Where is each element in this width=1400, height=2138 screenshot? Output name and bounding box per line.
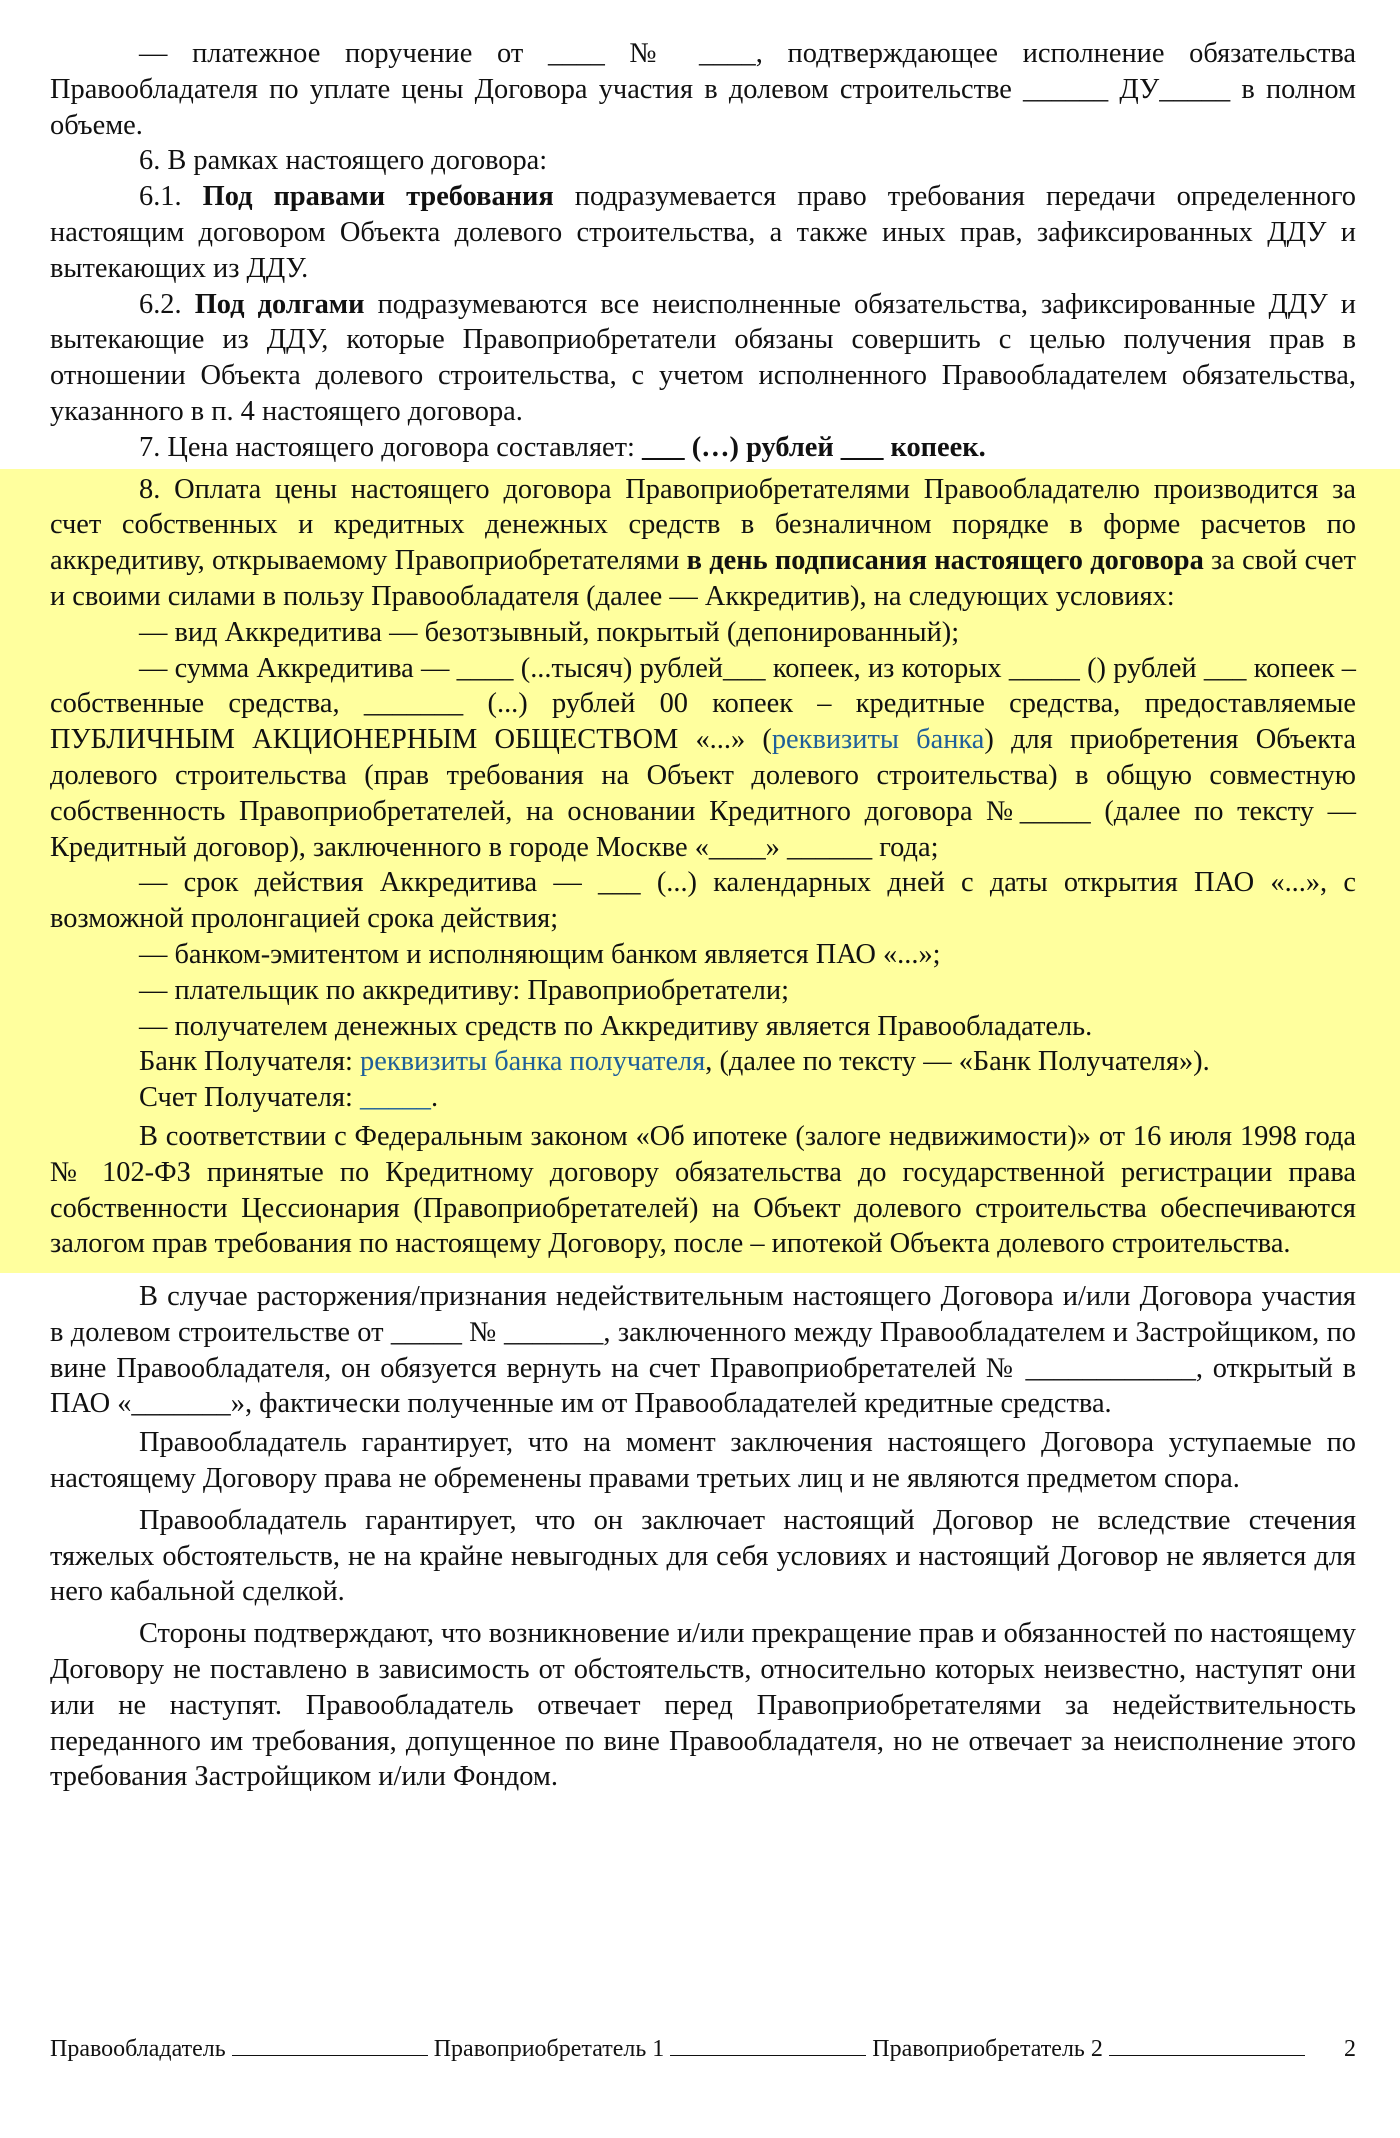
term-debts: Под долгами xyxy=(194,288,365,320)
paragraph-6: 6. В рамках настоящего договора: xyxy=(139,145,548,177)
signature-line-rightholder xyxy=(232,2054,428,2056)
recipient-bank-details-link[interactable]: реквизиты банка получателя xyxy=(360,1046,706,1078)
signature-footer xyxy=(50,2036,1356,2063)
paragraph-guarantee-encumbrance: Правообладатель гарантирует, что на момент заключения настоящего Договора уступаемые по настоящему Договору права не обременены правами третьих лиц и не являются предметом спора. xyxy=(50,1427,1356,1495)
paragraph-6-2: 6.2. Под долгами подразумеваются все неисполненные обязательства, зафиксированные ДДУ и вытекающие из ДДУ, которые Правоприобретатели обязаны совершить с целью получения прав в отношении Объекта долевого строительства, с учетом исполненного Правообладателем обязательства, указанного в п. 4 настоящего договора. xyxy=(50,288,1356,427)
condition-recipient: — получателем денежных средств по Аккредитиву является Правообладатель. xyxy=(139,1010,1093,1042)
paragraph-6-1: 6.1. Под правами требования подразумевается право требования передачи определенного настоящим договором Объекта долевого строительства, а также иных прав, зафиксированных ДДУ и вытекающих из ДДУ. xyxy=(50,181,1356,284)
recipient-account-link[interactable]: _____ xyxy=(360,1082,431,1114)
paragraph-7-price: 7. Цена настоящего договора составляет: ___ (…) рублей ___ копеек. xyxy=(139,431,986,463)
term-rights: Под правами требования xyxy=(202,181,554,213)
paragraph-parties-confirm: Стороны подтверждают, что возникновение и/или прекращение прав и обязанностей по настоящему Договору не поставлено в зависимость от обстоятельств, относительно которых неизвестно, наступят они или не наступят. Правообладатель отвечает перед Правоприобретателями за недействительность переданного им требования, допущенное по вине Правообладателя, но не отвечает за неисполнение этого требования Застройщиком и/или Фондом. xyxy=(50,1618,1356,1793)
signature-line-acquirer-1 xyxy=(670,2054,866,2056)
signature-label-rightholder: Правообладатель xyxy=(50,2036,226,2062)
price-value: ___ (…) рублей ___ копеек. xyxy=(642,431,986,463)
paragraph-mortgage-law: В соответствии с Федеральным законом «Об ипотеке (залоге недвижимости)» от 16 июля 1998 года № 102-ФЗ принятые по Кредитному договору обязательства до государственной регистрации права собственности Цессионария (Правоприобретателей) на Объект долевого строительства обеспечиваются залогом прав требования по настоящему Договору, после – ипотекой Объекта долевого строительства. xyxy=(50,1120,1356,1260)
signature-line-acquirer-2 xyxy=(1109,2054,1305,2056)
paragraph-guarantee-voluntary: Правообладатель гарантирует, что он заключает настоящий Договор не вследствие стечения тяжелых обстоятельств, не на крайне невыгодных для себя условиях и настоящий Договор не является для него кабальной сделкой. xyxy=(50,1504,1356,1608)
term-signing-day: в день подписания настоящего договора xyxy=(686,545,1204,577)
condition-amount: — сумма Аккредитива — ____ (...тысяч) рублей___ копеек, из которых _____ () рублей ___ копеек – собственные средства, _______ (...) рублей 00 копеек – кредитные средства, предоставляемые ПУБЛИЧНЫМ АКЦИОНЕРНЫМ ОБЩЕСТВОМ «...» (реквизиты банка) для приобретения Объекта долевого строительства (прав требования на Объект долевого строительства) в общую совместную собственность Правоприобретателей, на основании Кредитного договора №_____ (далее по тексту — Кредитный договор), заключенного в городе Москве «____» ______ года; xyxy=(50,652,1357,863)
signature-label-acquirer-1: Правоприобретатель 1 xyxy=(433,2036,665,2062)
condition-type: — вид Аккредитива — безотзывный, покрытый (депонированный); xyxy=(139,616,960,648)
signature-label-acquirer-2: Правоприобретатель 2 xyxy=(872,2036,1103,2062)
condition-issuing-bank: — банком-эмитентом и исполняющим банком является ПАО «...»; xyxy=(139,938,941,970)
recipient-bank: Банк Получателя: реквизиты банка получателя, (далее по тексту — «Банк Получателя»). xyxy=(139,1046,1210,1078)
recipient-account: Счет Получателя: _____. xyxy=(139,1082,439,1114)
highlighted-section xyxy=(0,469,1400,1274)
paragraph-termination: В случае расторжения/признания недействительным настоящего Договора и/или Договора участия в долевом строительстве от _____ № _______, заключенного между Правообладателем и Застройщиком, по вине Правообладателя, он обязуется вернуть на счет Правоприобретателей № ____________, открытый в ПАО «_______», фактически полученные им от Правообладателей кредитные средства. xyxy=(50,1281,1356,1420)
document-body xyxy=(0,36,1400,1798)
bank-details-link[interactable]: реквизиты банка xyxy=(771,724,985,756)
condition-payer: — плательщик по аккредитиву: Правоприобретатели; xyxy=(139,974,789,1006)
paragraph-payment-order: — платежное поручение от ____ № ____, подтверждающее исполнение обязательства Правообладателя по уплате цены Договора участия в долевом строительстве ______ ДУ_____ в полном объеме. xyxy=(50,38,1356,141)
page-number: 2 xyxy=(1344,2036,1356,2062)
paragraph-8-payment: 8. Оплата цены настоящего договора Правоприобретателями Правообладателю производится за счет собственных и кредитных денежных средств в безналичном порядке в форме расчетов по аккредитиву, открываемому Правоприобретателями в день подписания настоящего договора за свой счет и своими силами в пользу Правообладателя (далее — Аккредитив), на следующих условиях: xyxy=(50,473,1356,612)
condition-term: — срок действия Аккредитива — ___ (...) календарных дней с даты открытия ПАО «...», с возможной пролонгацией срока действия; xyxy=(50,867,1356,935)
